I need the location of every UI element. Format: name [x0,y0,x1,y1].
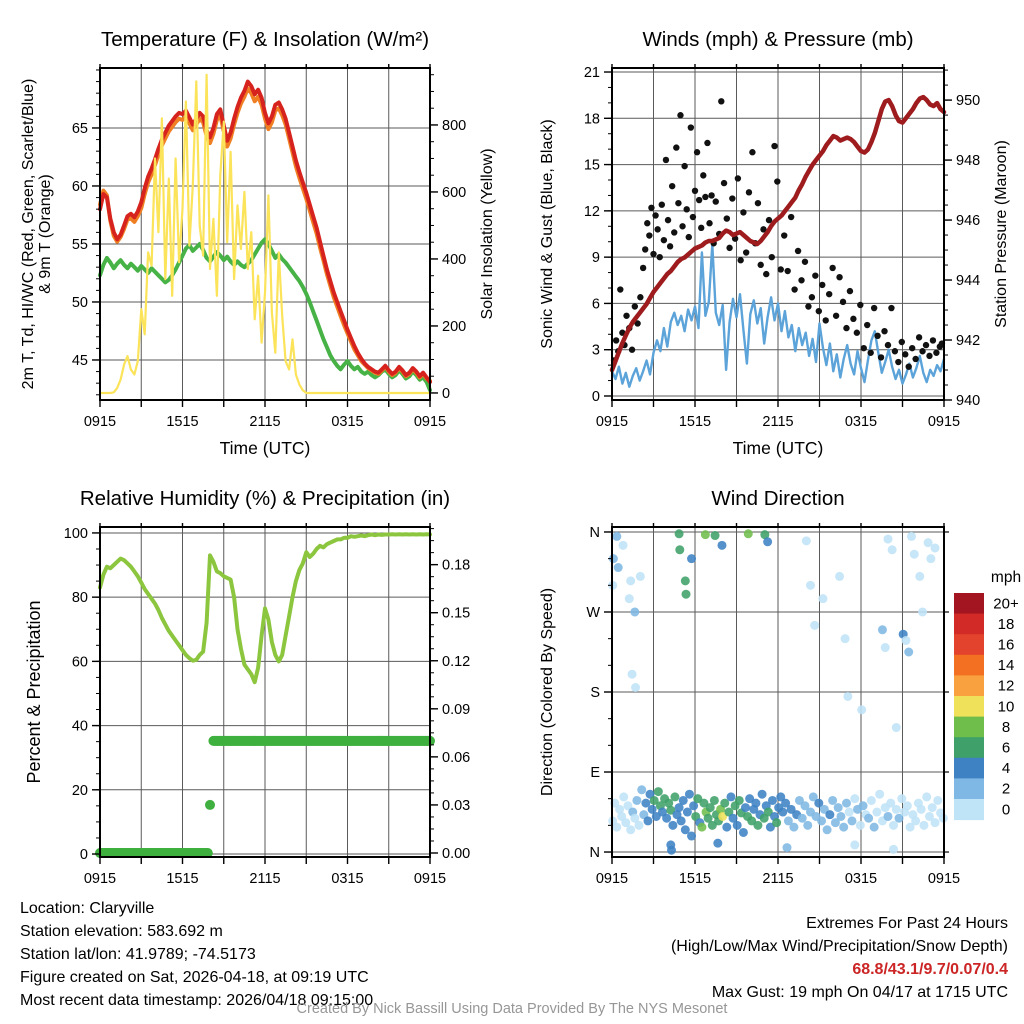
y-tick-label: 45 [71,352,88,369]
chart-title: Winds (mph) & Pressure (mb) [642,28,914,51]
chart-winds-pressure [539,28,1010,458]
chart-title: Wind Direction [711,487,845,510]
x-tick-label: 0315 [844,871,878,887]
y-tick-label: 400 [442,251,467,268]
x-tick-label: 2115 [762,871,794,887]
y-tick-label: 0 [79,847,88,864]
x-tick-label: 0915 [927,871,961,887]
y-axis-title: Sonic Wind & Gust (Blue, Black) [539,119,556,349]
y-tick-label: 942 [956,333,981,350]
y-tick-label: 60 [71,178,88,195]
most-recent-data-timestamp: Most recent data timestamp: 2026/04/18 09:15:00 [20,992,374,1009]
y-tick-label: 0.00 [442,845,471,862]
x-tick-label: 0315 [331,414,364,430]
y-tick-label: 0.15 [442,605,471,622]
figure-created-timestamp: Figure created on Sat, 2026-04-18, at 09:19 UTC [20,969,369,986]
x-tick-label: 0915 [413,871,447,887]
y-tick-label: 200 [442,318,467,335]
colorbar-tick-label: 8 [1001,718,1011,736]
credit-footer: Created By Nick Bassill Using Data Provided By The NYS Mesonet [296,1001,728,1017]
x-tick-label: 0915 [927,414,961,430]
x-tick-label: 0915 [83,871,117,887]
y-tick-label: 0.12 [442,653,471,670]
speed-colorbar [954,569,1021,820]
y-tick-label: 65 [71,120,88,137]
extremes-block [671,912,1008,1004]
station-latlon: Station lat/lon: 41.9789; -74.5173 [20,946,256,963]
y-tick-label: 50 [71,294,88,311]
y-axis-title: Direction (Colored By Speed) [539,587,556,797]
y-tick-label: 0.06 [442,749,471,766]
y-axis-title: 2m T, Td, HI/WC (Red, Green, Scarlet/Blue) [20,78,37,390]
y-axis-title: Percent & Precipitation [24,600,44,784]
colorbar-tick-label: 10 [997,698,1015,716]
y-tick-label: 0 [591,388,600,405]
y-tick-label: 940 [956,393,981,409]
x-tick-label: 0315 [844,414,878,430]
y-tick-label: 950 [956,93,981,110]
station-location: Location: Claryville [20,900,155,917]
y-tick-label: 946 [956,213,981,230]
chart-title: Relative Humidity (%) & Precipitation (in) [79,487,451,510]
y-tick-label: 80 [71,590,88,607]
chart-title: Temperature (F) & Insolation (W/m²) [100,28,430,51]
station-info [20,897,373,1012]
chart-temperature-insolation [20,28,496,458]
y-tick-label: 0 [442,385,451,402]
x-tick-label: 1515 [678,414,712,430]
x-tick-label: 1515 [678,871,712,887]
chart-humidity-precip [24,487,470,887]
y-tick-label: 15 [583,157,600,174]
y-tick-label: 600 [442,184,467,201]
y-tick-label: N [589,845,600,862]
y-tick-label: 3 [591,342,600,359]
x-tick-label: 0315 [331,871,364,887]
x-tick-label: 0915 [83,414,117,430]
x-tick-label: 0915 [595,414,629,430]
y-tick-label: 0.09 [442,701,471,718]
x-tick-label: 1515 [166,414,199,430]
colorbar-tick-label: 12 [997,677,1015,695]
x-tick-label: 0915 [413,414,447,430]
y-tick-label: 9 [591,250,600,267]
x-tick-label: 1515 [166,871,199,887]
colorbar-tick-label: 2 [1001,780,1011,798]
y-tick-label: 948 [956,153,981,170]
y-tick-label: S [590,685,600,701]
y-tick-label: W [586,604,600,621]
y-tick-label: E [590,765,600,782]
y-axis-title: Station Pressure (Maroon) [993,140,1010,328]
colorbar-tick-label: 16 [997,636,1015,654]
y-tick-label: 12 [583,203,600,220]
x-tick-label: 2115 [249,871,281,887]
y-axis-title: & 9m T (Orange) [37,174,54,294]
colorbar-unit-label: mph [990,569,1022,586]
chart-wind-direction [539,487,1021,887]
extremes-title: Extremes For Past 24 Hours [806,915,1008,932]
y-tick-label: N [589,524,600,541]
y-tick-label: 40 [71,718,88,735]
y-tick-label: 6 [591,296,600,313]
max-gust-text: Max Gust: 19 mph On 04/17 at 1715 UTC [711,984,1008,1001]
y-tick-label: 55 [71,236,88,253]
x-axis-title: Time (UTC) [732,438,824,458]
y-tick-label: 944 [956,273,981,290]
extremes-values: 68.8/43.1/9.7/0.07/0.4 [852,961,1008,978]
colorbar-tick-label: 14 [997,657,1015,675]
x-tick-label: 2115 [249,414,281,430]
y-tick-label: 20 [71,782,88,799]
y-tick-label: 60 [71,654,88,671]
x-axis-title: Time (UTC) [219,438,311,458]
x-tick-label: 2115 [762,414,794,430]
y-tick-label: 100 [63,525,88,542]
colorbar-tick-label: 6 [1001,739,1011,757]
colorbar-tick-label: 18 [997,615,1015,633]
y-tick-label: 21 [583,65,600,82]
y-axis-title: Solar Insolation (Yellow) [479,148,496,320]
station-elevation: Station elevation: 583.692 m [20,923,223,940]
y-tick-label: 18 [583,111,600,128]
y-tick-label: 0.03 [442,797,471,814]
colorbar-tick-label: 20+ [993,595,1019,613]
x-tick-label: 0915 [595,871,629,887]
colorbar-tick-label: 4 [1001,760,1011,778]
y-tick-label: 0.18 [442,557,471,574]
colorbar-tick-label: 0 [1001,801,1011,819]
extremes-subtitle: (High/Low/Max Wind/Precipitation/Snow Depth) [670,938,1008,955]
y-tick-label: 800 [442,117,467,134]
